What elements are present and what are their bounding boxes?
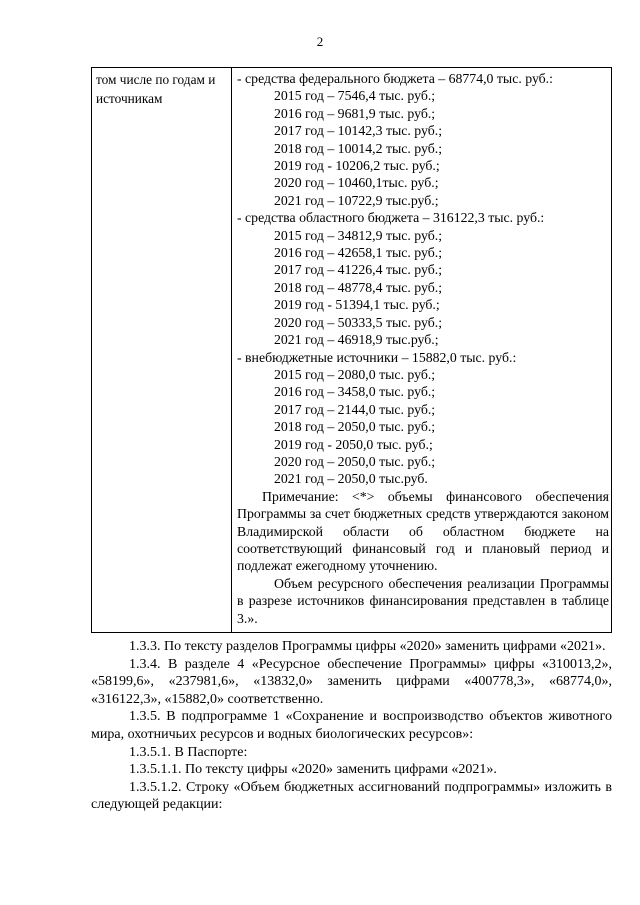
funding-note-table-ref: Объем ресурсного обеспечения реализации Программы в разрезе источников финансирования представлен в таблице 3.». xyxy=(237,575,609,626)
federal-year-row: 2015 год – 7546,4 тыс. руб.; xyxy=(274,88,436,104)
regional-year-row: 2015 год – 34812,9 тыс. руб.; xyxy=(274,227,443,243)
paragraph-1-3-5-1: 1.3.5.1. В Паспорте: xyxy=(129,744,248,760)
extrabudgetary-year-row: 2019 год - 2050,0 тыс. руб.; xyxy=(274,436,433,452)
extrabudgetary-year-row: 2020 год – 2050,0 тыс. руб.; xyxy=(274,453,436,469)
federal-year-row: 2018 год – 10014,2 тыс. руб.; xyxy=(274,140,443,156)
column-divider xyxy=(231,68,232,632)
page-number: 2 xyxy=(316,34,324,49)
regional-year-row: 2020 год – 50333,5 тыс. руб.; xyxy=(274,314,443,330)
regional-budget-header: - средства областного бюджета – 316122,3 тыс. руб.: xyxy=(237,210,545,226)
extrabudgetary-year-row: 2016 год – 3458,0 тыс. руб.; xyxy=(274,384,436,400)
extrabudgetary-header: - внебюджетные источники – 15882,0 тыс. руб.: xyxy=(237,349,517,365)
federal-year-row: 2017 год – 10142,3 тыс. руб.; xyxy=(274,123,443,139)
funding-note: Примечание: <*> объемы финансового обеспечения Программы за счет бюджетных средств утверждаются законом Владимирской области об областном бюджете на соответствующий финансовый год и плановый период и подлежат ежегодному уточнению. xyxy=(237,488,609,574)
federal-year-row: 2016 год – 9681,9 тыс. руб.; xyxy=(274,105,436,121)
federal-budget-header: - средства федерального бюджета – 68774,0 тыс. руб.: xyxy=(237,71,553,86)
regional-year-row: 2018 год – 48778,4 тыс. руб.; xyxy=(274,279,443,295)
table-left-cell: том числе по годам и источникам xyxy=(96,72,216,106)
regional-year-row: 2021 год – 46918,9 тыс.руб.; xyxy=(274,332,439,348)
funding-table xyxy=(91,67,612,633)
paragraph-1-3-4: 1.3.4. В разделе 4 «Ресурсное обеспечение Программы» цифры «310013,2», «58199,6», «237981,6», «13832,0» заменить цифрами «400778,3», «68774,0», «316122,3», «15882,0» соответственно. xyxy=(91,656,612,707)
paragraph-1-3-5-1-1: 1.3.5.1.1. По тексту цифры «2020» заменить цифрами «2021». xyxy=(129,762,497,778)
paragraph-1-3-5: 1.3.5. В подпрограмме 1 «Сохранение и воспроизводство объектов животного мира, охотничьих ресурсов и водных биологических ресурсов»: xyxy=(91,709,612,742)
federal-year-row: 2021 год – 10722,9 тыс.руб.; xyxy=(274,192,439,208)
extrabudgetary-year-row: 2021 год – 2050,0 тыс.руб. xyxy=(274,471,428,487)
federal-year-row: 2020 год – 10460,1тыс. руб.; xyxy=(274,175,439,191)
federal-year-row: 2019 год - 10206,2 тыс. руб.; xyxy=(274,158,440,174)
regional-year-row: 2016 год – 42658,1 тыс. руб.; xyxy=(274,245,443,261)
extrabudgetary-year-row: 2015 год – 2080,0 тыс. руб.; xyxy=(274,366,436,382)
regional-year-row: 2019 год - 51394,1 тыс. руб.; xyxy=(274,297,440,313)
extrabudgetary-year-row: 2018 год – 2050,0 тыс. руб.; xyxy=(274,419,436,435)
paragraph-1-3-5-1-2: 1.3.5.1.2. Строку «Объем бюджетных ассигнований подпрограммы» изложить в следующей редакции: xyxy=(91,779,612,813)
regional-year-row: 2017 год – 41226,4 тыс. руб.; xyxy=(274,262,443,278)
paragraph-1-3-3: 1.3.3. По тексту разделов Программы цифры «2020» заменить цифрами «2021». xyxy=(129,639,606,654)
table-right-cell xyxy=(237,70,609,627)
amendment-text xyxy=(91,638,612,814)
extrabudgetary-year-row: 2017 год – 2144,0 тыс. руб.; xyxy=(274,401,436,417)
